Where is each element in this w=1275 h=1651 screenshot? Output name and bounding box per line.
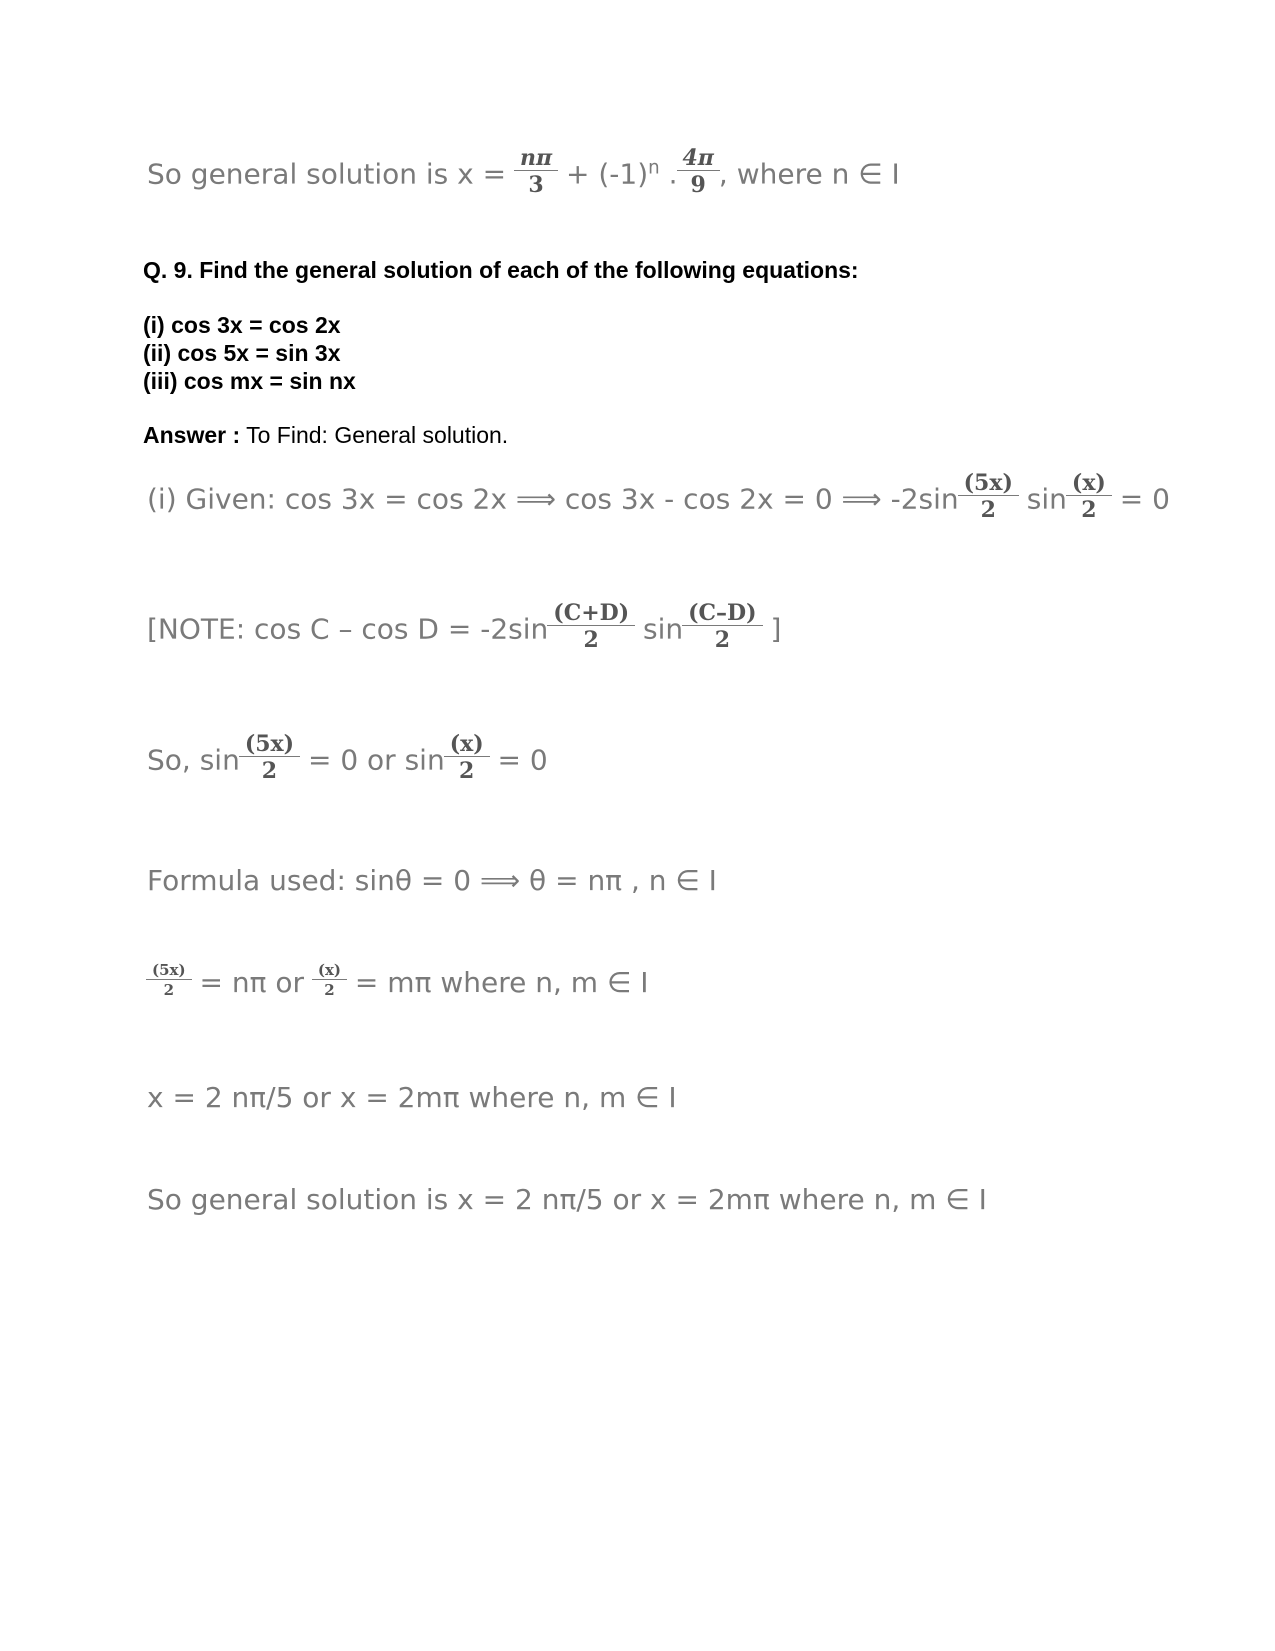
answer-line xyxy=(143,422,508,449)
so-line: So, sin $\frac{(5x)}{2}$ = 0 or sin $\frac{(x)}{2}$ = 0 xyxy=(147,731,548,785)
equation-x-values: x = 2 nπ/5 or x = 2mπ where n, m ∈ I xyxy=(147,1081,677,1114)
question-item-1: (i) cos 3x = cos 2x xyxy=(143,312,341,338)
formula-line: Formula used: sinθ = 0 ⟹ θ = nπ , n ∈ I xyxy=(147,864,717,897)
fraction-c-minus-d-over-2: $\frac{(C-D)}{2}$ xyxy=(685,601,759,652)
answer-text: To Find: General solution. xyxy=(240,422,509,448)
fraction-x-over-2-small: $\frac{(x)}{2}$ xyxy=(315,962,344,998)
fraction-x-over-2: $\frac{(x)}{2}$ xyxy=(1069,471,1109,522)
note-line: [NOTE: cos C – cos D = -2sin $\frac{(C+D)}{2}$ sin $\frac{(C-D)}{2}$ ] xyxy=(147,600,782,654)
equation-n-pi-m-pi: $\frac{(5x)}{2}$ = nπ or $\frac{(x)}{2}$ = mπ where n, m ∈ I xyxy=(147,966,649,1002)
fraction-x-over-2: $\frac{(x)}{2}$ xyxy=(447,732,487,783)
answer-label: Answer : xyxy=(143,422,241,448)
fraction-n-pi-over-3: $\frac{n\pi}{3}$ xyxy=(517,146,555,197)
question-item-2: (ii) cos 5x = sin 3x xyxy=(143,340,341,366)
question-title: Q. 9. Find the general solution of each of the following equations: xyxy=(143,257,859,283)
fraction-5x-over-2: $\frac{(5x)}{2}$ xyxy=(242,732,297,783)
fraction-c-plus-d-over-2: $\frac{(C+D)}{2}$ xyxy=(550,601,632,652)
given-line: (i) Given: cos 3x = cos 2x ⟹ cos 3x - cos 2x = 0 ⟹ -2sin $\frac{(5x)}{2}$ sin $\frac{(x)}{2}$ = 0 xyxy=(147,470,1170,524)
fraction-5x-over-2-small: $\frac{(5x)}{2}$ xyxy=(149,962,189,998)
question-item-3: (iii) cos mx = sin nx xyxy=(143,368,356,394)
text: So general solution is x = xyxy=(147,157,516,191)
solution-line-previous: So general solution is x = $\frac{n\pi}{3}$ + $(-1)^n$ . $\frac{4\pi}{9}$ , where n ∈ I xyxy=(147,145,900,199)
fraction-5x-over-2: $\frac{(5x)}{2}$ xyxy=(961,471,1016,522)
final-solution-line: So general solution is x = 2 nπ/5 or x = 2mπ where n, m ∈ I xyxy=(147,1183,987,1216)
fraction-4pi-over-9: $\frac{4\pi}{9}$ xyxy=(680,146,717,197)
